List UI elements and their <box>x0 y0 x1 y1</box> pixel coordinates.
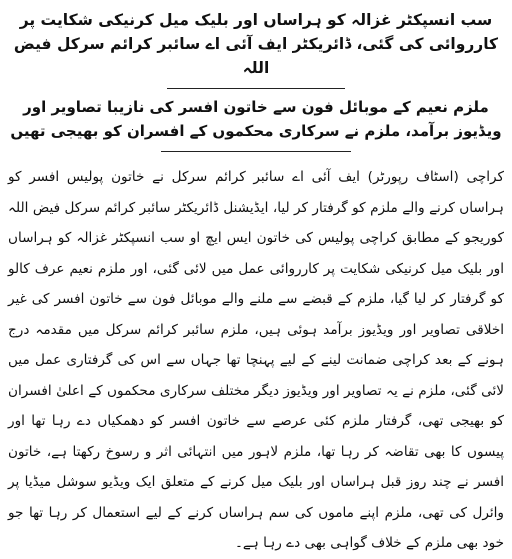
subheadline-divider <box>161 151 351 152</box>
article-headline: سب انسپکٹر غزالہ کو ہراساں اور بلیک میل کرنیکی شکایت پر کارروائی کی گئی، ڈائریکٹر ایف آئی اے سائبر کرائم سرکل فیض اللہ <box>13 11 499 77</box>
article-subheadline: ملزم نعیم کے موبائل فون سے خاتون افسر کی نازیبا تصاویر اور ویڈیوز برآمد، ملزم نے سرکاری محکموں کے افسران کو بھیجی تھیں <box>10 98 502 140</box>
article-body: کراچی (اسٹاف رپورٹر) ایف آئی اے سائبر کرائم سرکل نے خاتون پولیس افسر کو ہراساں کرنے والے ملزم کو گرفتار کر لیا، ایڈیشنل ڈائریکٹر سائبر کرائم سرکل فیض اللہ کوریجو کے مطابق کراچی پولیس کی خاتون ایس ایچ او سب انسپکٹر غزالہ کو ہراساں اور بلیک میل کرنیکی شکایت پر کارروائی عمل میں لائی گئی، اور ملزم نعیم عرف کالو کو گرفتار کر لیا گیا، ملزم کے قبضے سے ملنے والے موبائل فون سے خاتون افسر کی غیر اخلاقی تصاویر اور ویڈیوز برآمد ہوئی ہیں، ملزم سائبر کرائم سرکل میں مقدمہ درج ہونے کے بعد کراچی ضمانت لینے کے لیے پہنچا تھا جہاں سے اس کی گرفتاری عمل میں لائی گئی، ملزم نے یہ تصاویر اور ویڈیوز دیگر مختلف سرکاری محکموں کے اعلیٰ افسران کو بھیجی تھی، گرفتار ملزم کئی عرصے سے خاتون افسر کو دھمکیاں دے رہا تھا اور پیسوں کا بھی تقاضہ کر رہا تھا، ملزم لاہور میں انتہائی اثر و رسوخ رکھتا ہے، خاتون افسر نے چند روز قبل ہراساں اور بلیک میل کرنے کے متعلق ایک ویڈیو سوشل میڈیا پر وائرل کی تھی، ملزم اپنے ماموں کی سم ہراساں کرنے کے لیے استعمال کر رہا تھا جو خود بھی ملزم کے خلاف گواہی بھی دے رہا ہے۔ <box>8 169 504 551</box>
headline-divider <box>167 88 345 89</box>
